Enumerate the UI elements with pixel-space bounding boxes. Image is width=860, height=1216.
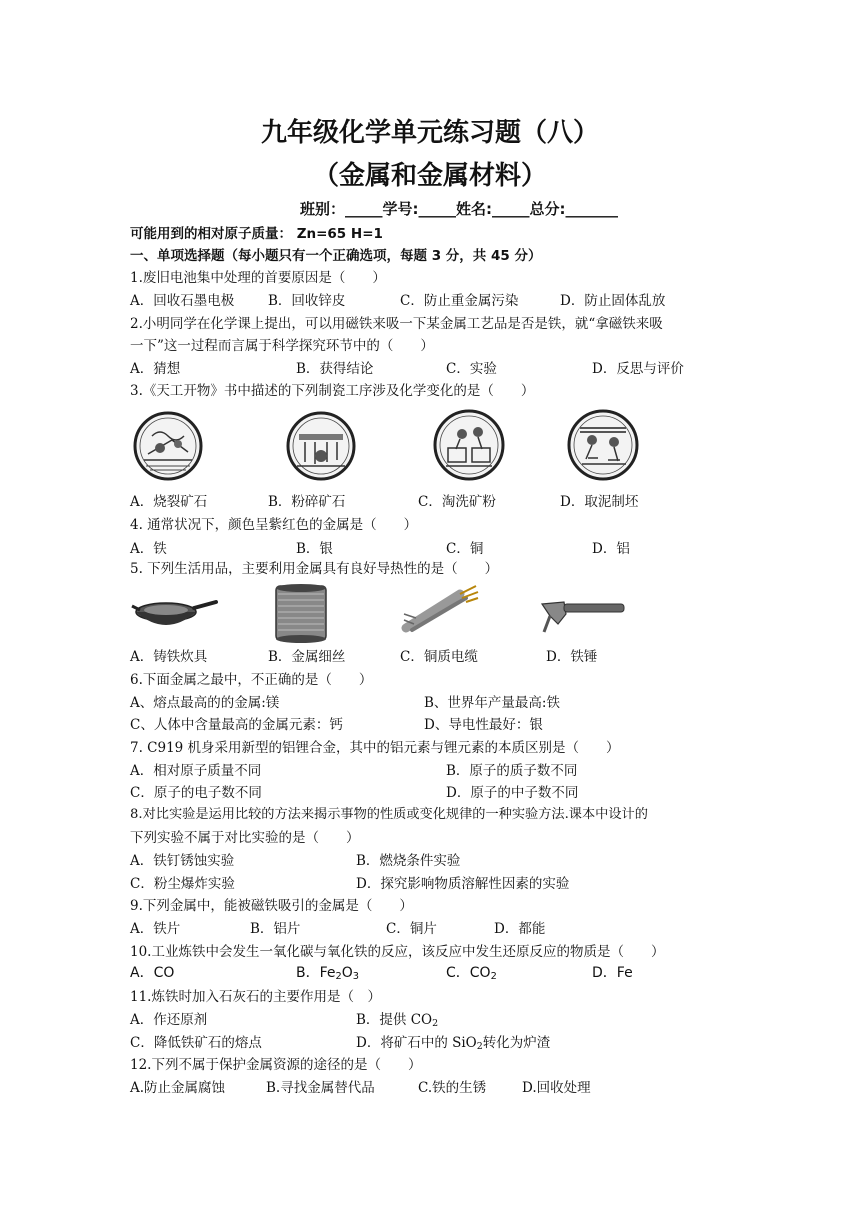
- q9-option-a: A．铁片: [130, 921, 181, 937]
- wok-image: [128, 590, 218, 638]
- q5-option-a: A．铸铁炊具: [130, 649, 208, 665]
- q11-option-b: B．提供 $CO_2$: [356, 1012, 439, 1029]
- ore-washing-image: [432, 408, 506, 482]
- question-8-stem-line1: 8.对比实验是运用比较的方法来揭示事物的性质或变化规律的一种实验方法.课本中设计的: [130, 807, 648, 822]
- q2-option-d: D．反思与评价: [592, 361, 684, 377]
- question-12-stem: 12.下列不属于保护金属资源的途径的是（ ）: [130, 1057, 422, 1073]
- page-title: 九年级化学单元练习题（八）: [260, 118, 599, 148]
- q7-option-d: D．原子的中子数不同: [446, 785, 579, 801]
- wire-spool-image: [270, 582, 332, 644]
- q1-option-b: B．回收锌皮: [268, 293, 346, 309]
- q12-option-b: B.寻找金属替代品: [266, 1080, 375, 1096]
- q3-option-d: D．取泥制坯: [560, 494, 639, 510]
- q4-option-a: A．铁: [130, 541, 167, 557]
- q2-option-c: C．实验: [446, 361, 497, 377]
- q7-option-a: A．相对原子质量不同: [130, 763, 262, 779]
- q8-option-a: A．铁钉锈蚀实验: [130, 853, 235, 869]
- question-4-stem: 4. 通常状况下，颜色呈紫红色的金属是（ ）: [130, 517, 418, 533]
- q1-option-a: A．回收石墨电极: [130, 293, 235, 309]
- q9-option-b: B．铝片: [250, 921, 301, 937]
- ore-crushing-image: [285, 410, 357, 482]
- q7-option-c: C．原子的电子数不同: [130, 785, 262, 801]
- q1-option-d: D．防止固体乱放: [560, 293, 666, 309]
- clay-shaping-image: [566, 408, 640, 482]
- q9-option-d: D．都能: [494, 921, 546, 937]
- hammer-image: [536, 594, 628, 636]
- q6-option-b: B、世界年产量最高:铁: [424, 695, 560, 711]
- q4-option-c: C．铜: [446, 541, 484, 557]
- question-11-stem: 11.炼铁时加入石灰石的主要作用是（ ）: [130, 989, 381, 1005]
- q2-option-b: B．获得结论: [296, 361, 374, 377]
- q8-option-b: B．燃烧条件实验: [356, 853, 461, 869]
- q6-option-a: A、熔点最高的的金属:镁: [130, 695, 280, 711]
- q4-option-b: B．银: [296, 541, 333, 557]
- question-3-stem: 3.《天工开物》书中描述的下列制瓷工序涉及化学变化的是（ ）: [130, 383, 535, 399]
- q2-option-a: A．猜想: [130, 361, 181, 377]
- q9-option-c: C．铜片: [386, 921, 437, 937]
- question-1-stem: 1.废旧电池集中处理的首要原因是（ ）: [130, 270, 386, 286]
- question-6-stem: 6.下面金属之最中，不正确的是（ ）: [130, 672, 373, 688]
- q12-option-a: A.防止金属腐蚀: [130, 1080, 226, 1096]
- q10-option-b: B．$Fe_2O_3$: [296, 965, 360, 982]
- q10-option-c: C．$CO_2$: [446, 965, 497, 982]
- question-5-stem: 5. 下列生活用品，主要利用金属具有良好导热性的是（ ）: [130, 561, 499, 577]
- q10-option-d: D．Fe: [592, 965, 633, 981]
- q8-option-c: C．粉尘爆炸实验: [130, 876, 235, 892]
- q11-option-d: D．将矿石中的 SiO$_2$转化为炉渣: [356, 1035, 551, 1052]
- page-subtitle: （金属和金属材料）: [312, 161, 547, 191]
- q11-option-c: C．降低铁矿石的熔点: [130, 1035, 262, 1051]
- q6-option-c: C、人体中含量最高的金属元素：钙: [130, 717, 343, 733]
- q11-option-a: A．作还原剂: [130, 1012, 208, 1028]
- q3-option-a: A．烧裂矿石: [130, 494, 208, 510]
- q5-option-d: D．铁锤: [546, 649, 598, 665]
- question-2-stem-line2: 一下”这一过程而言属于科学探究环节中的（ ）: [130, 338, 434, 354]
- q5-option-c: C．铜质电缆: [400, 649, 478, 665]
- q3-option-b: B．粉碎矿石: [268, 494, 346, 510]
- q12-option-d: D.回收处理: [522, 1080, 591, 1096]
- q7-option-b: B．原子的质子数不同: [446, 763, 578, 779]
- student-info-line: 班别：_____学号:_____姓名:_____总分:_______: [300, 200, 618, 218]
- q4-option-d: D．铝: [592, 541, 630, 557]
- ore-roasting-image: [132, 410, 204, 482]
- q5-option-b: B．金属细丝: [268, 649, 346, 665]
- q8-option-d: D．探究影响物质溶解性因素的实验: [356, 876, 570, 892]
- question-9-stem: 9.下列金属中，能被磁铁吸引的金属是（ ）: [130, 898, 413, 914]
- q1-option-c: C．防止重金属污染: [400, 293, 519, 309]
- q12-option-c: C.铁的生锈: [418, 1080, 487, 1096]
- q10-option-a: A．CO: [130, 965, 175, 981]
- question-8-stem-line2: 下列实验不属于对比实验的是（ ）: [130, 830, 360, 846]
- q6-option-d: D、导电性最好：银: [424, 717, 543, 733]
- question-7-stem: 7. C919 机身采用新型的铝锂合金，其中的铝元素与锂元素的本质区别是（ ）: [130, 740, 620, 756]
- question-2-stem-line1: 2.小明同学在化学课上提出，可以用磁铁来吸一下某金属工艺品是否是铁，就“拿磁铁来吸: [130, 316, 663, 332]
- q3-option-c: C．淘洗矿粉: [418, 494, 496, 510]
- copper-cable-image: [400, 584, 480, 636]
- atomic-mass-note: 可能用到的相对原子质量： Zn=65 H=1: [130, 226, 383, 242]
- question-10-stem: 10.工业炼铁中会发生一氧化碳与氧化铁的反应，该反应中发生还原反应的物质是（ ）: [130, 944, 665, 960]
- section-heading: 一、单项选择题（每小题只有一个正确选项，每题 3 分，共 45 分）: [130, 248, 542, 264]
